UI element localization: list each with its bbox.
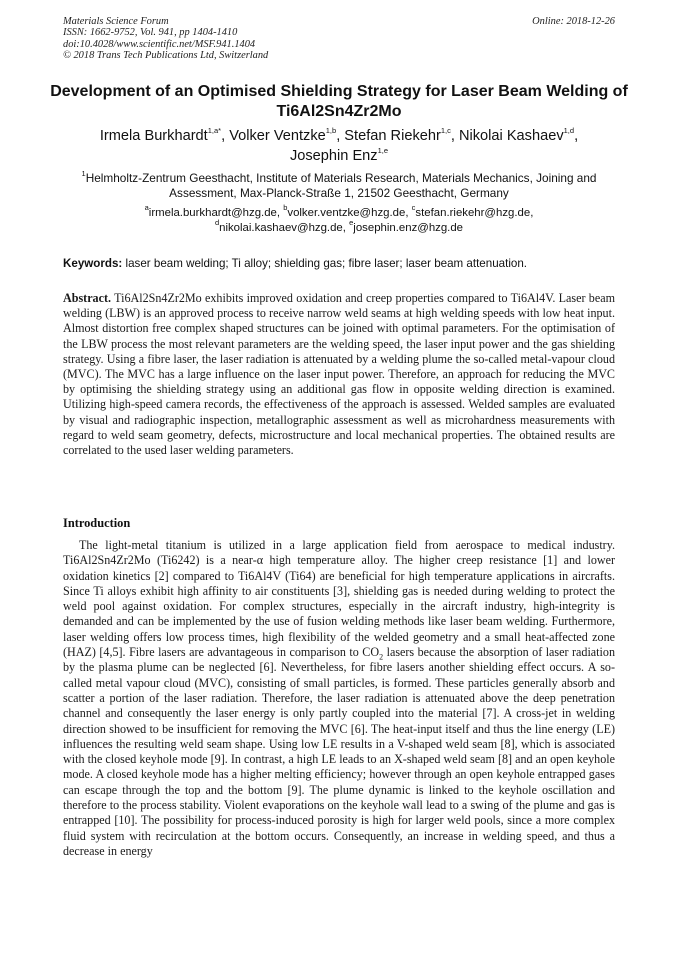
introduction-body [63,538,615,859]
keywords [63,256,615,271]
intro-text-part-2: lasers because the absorption of laser radiation by the plasma plume can be neglected [6]. Nevertheless, for fibre lasers another shielding effect occurs. A so-called metal vapour cloud (MVC), consisting of small particles, is formed. These particles generally absorb and scatter a portion of the laser radiation. Therefore, the laser radiation is attenuated above the deep penetration channel and consequently the laser energy is only partly coupled into the material [7]. A cross-jet in welding direction showed to be insufficient for removing the MVC [6]. The heat-input itself and thus the line energy (LE) influences the resulting weld seam shape. Using low LE results in a V-shaped weld seam [8], which is associated with the closed keyhole mode [9]. In contrast, a high LE leads to an X-shaped weld seam [8] and an open keyhole mode. A closed keyhole mode has a higher melting efficiency; however through an open keyhole entrapped gases can escape through the top and the bottom [9]. The plume dynamic is linked to the keyhole oscillation and therefore to the process stability. Violent evaporations on the keyhole wall lead to a swing of the plume and gas is entrapped [10]. The possibility for process-induced porosity is high for larger weld pools, since a more complex fluid system with recirculation at the bottom occurs. Consequently, an increase in welding speed, and thus a decrease in energy [63,645,615,858]
author-affil-mark: 1,a* [207,126,222,136]
affiliation-mark: 1 [81,169,86,179]
section-heading: Introduction [63,516,131,530]
author-name: Josephin Enz [289,148,378,164]
author-name: Irmela Burkhardt [99,128,208,144]
intro-text-part-1: The light-metal titanium is utilized in a large application field from aerospace to medical industry. Ti6Al2Sn4Zr2Mo (Ti6242) is a near-α high temperature alloy. The higher creep resistance [1] and lower oxidation kinetics [2] compared to Ti6Al4V (Ti64) are beneficial for high temperature applications in aircrafts. Since Ti alloys exhibit high affinity to air constituents [3], shielding gas is needed during welding to protect the weld pool against oxidation. For complex structures, especially in the aircraft industry, high-integrity is demanded and can be implemented by the use of fusion welding methods like laser beam welding. Furthermore, laser welding offers low process times, high flexibility of the welded geometry and a small heat-affected zone (HAZ) [4,5]. Fibre lasers are advantageous in comparison to CO [63,538,615,660]
author-affil-mark: 1,c [440,126,451,136]
email-address: volker.ventzke@hzg.de [287,207,406,219]
email-mark: a [144,203,149,213]
email-mark: d [214,218,220,228]
author-name: Stefan Riekehr [344,128,441,144]
issn-line: ISSN: 1662-9752, Vol. 941, pp 1404-1410 [63,27,238,39]
abstract [63,291,615,458]
email-list: $^a$irmela.burkhardt@hzg.de, $^b$volker.ventzke@hzg.de, $^c$stefan.riekehr@hzg.de, $^d$nikolai.kashaev@hzg.de, $^e$josephin.enz@hzg.de [144,203,534,234]
online-date: Online: 2018-12-26 [532,16,615,27]
email-mark: b [283,203,288,213]
author-list: Irmela Burkhardt$^{1,a*}$, Volker Ventzke$^{1,b}$, Stefan Riekehr$^{1,c}$, Nikolai Kashaev$^{1,d}$, Josephin Enz$^{1,e}$ [99,126,579,164]
author-affil-mark: 1,e [377,146,389,156]
journal-name: Materials Science Forum [63,16,169,27]
journal-header [63,16,615,62]
affiliation [50,171,628,201]
copyright-line: © 2018 Trans Tech Publications Ltd, Switzerland [63,50,269,62]
abstract-text: Ti6Al2Sn4Zr2Mo exhibits improved oxidation and creep properties compared to Ti6Al4V. Laser beam welding (LBW) is an approved process to receive narrow weld seams at high welding speeds with low heat input. Almost distortion free complex shaped structures can be joined with optimal parameters. For the optimisation of the LBW process the most relevant parameters are the welding speed, the laser input power and the gas shielding strategy. Using a fibre laser, the laser radiation is attenuated by a welding plume the so-called metal-vapour cloud (MVC). The MVC has a large influence on the laser input power. Therefore, an approach for reducing the MVC by optimising the shielding strategy using an additional gas flow in opposite welding direction is examined. Utilizing high-speed camera records, the effectiveness of the approach is assessed. Welded samples are evaluated by visual and radiographic inspection, metallographic assessment as well as microhardness measurements with regard to weld seam geometry, defects, microstructure and local mechanical properties. The obtained results are correlated to the used laser welding parameters. [63,291,615,458]
doi-line: doi:10.4028/www.scientific.net/MSF.941.1404 [63,38,256,50]
author-name: Nikolai Kashaev [458,128,564,144]
email-mark: c [411,203,416,213]
author-affil-mark: 1,b [325,126,337,136]
paper-title: Development of an Optimised Shielding Strategy for Laser Beam Welding of Ti6Al2Sn4Zr2Mo [50,83,628,120]
keywords-label: Keywords: [63,257,123,270]
author-name: Volker Ventzke [229,128,326,144]
abstract-label: Abstract. [63,291,112,305]
author-affil-mark: 1,d [563,126,575,136]
email-address: nikolai.kashaev@hzg.de [219,222,343,234]
email-address: irmela.burkhardt@hzg.de [148,207,277,219]
email-address: stefan.riekehr@hzg.de [415,207,531,219]
co2-subscript: 2 [379,652,384,662]
email-address: josephin.enz@hzg.de [353,222,464,234]
keywords-text: laser beam welding; Ti alloy; shielding gas; fibre laser; laser beam attenuation. [125,257,528,270]
email-mark: e [349,218,354,228]
affiliation-text: Helmholtz-Zentrum Geesthacht, Institute of Materials Research, Materials Mechanics, Joining and Assessment, Max-Planck-Straße 1, 21502 Geesthacht, Germany [85,171,597,200]
